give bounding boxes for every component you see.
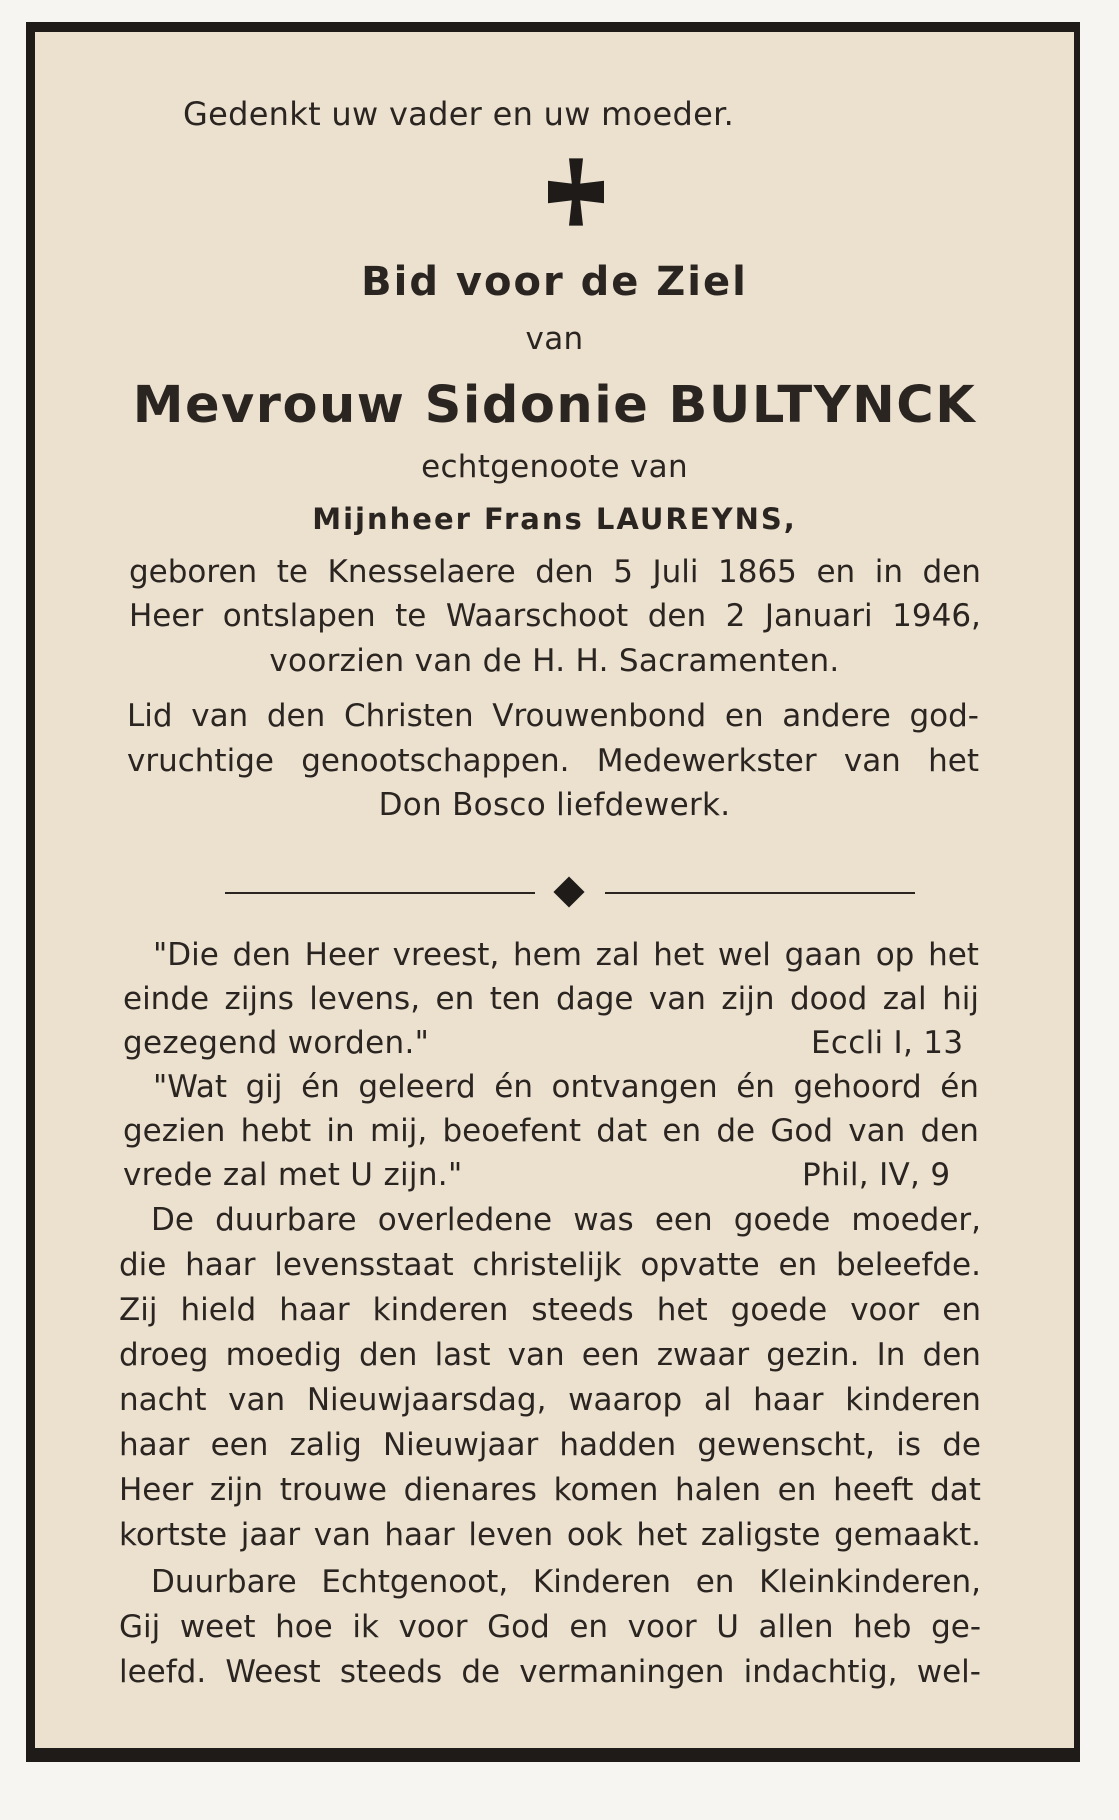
word: haar — [279, 1292, 350, 1328]
word: den — [535, 554, 594, 590]
word: last — [434, 1337, 491, 1373]
word: een — [581, 1337, 640, 1373]
word: haar — [384, 1517, 455, 1553]
word: én — [940, 1069, 979, 1105]
word: hield — [180, 1292, 257, 1328]
word: wel- — [916, 1654, 981, 1690]
word: Heer — [129, 598, 204, 634]
quote-line: gezegend worden." — [123, 1025, 430, 1061]
word: Heer — [119, 1472, 194, 1508]
word: zijn — [209, 1472, 264, 1508]
word: Zij — [119, 1292, 158, 1328]
word: een — [654, 1202, 713, 1238]
diamond-icon — [553, 876, 584, 907]
word: weet — [179, 1609, 256, 1645]
word: andere — [782, 698, 891, 734]
word: genootschappen. — [301, 743, 570, 779]
word: Christen — [343, 698, 474, 734]
tribute-line — [119, 1382, 981, 1418]
word: van — [648, 981, 706, 1017]
quote-reference: Phil, IV, 9 — [802, 1157, 951, 1193]
word: moedig — [225, 1337, 342, 1373]
word: in — [874, 554, 903, 590]
word: wel — [717, 937, 771, 973]
word: het — [928, 743, 979, 779]
word: is — [896, 1427, 921, 1463]
word: het — [928, 937, 979, 973]
word: in — [326, 1113, 355, 1149]
deceased-name: Mevrouw Sidonie BULTYNCK — [132, 376, 977, 435]
word: beleefde. — [835, 1247, 981, 1283]
prayer-heading: Bid voor de Ziel — [361, 259, 748, 305]
word: christelijk — [472, 1247, 622, 1283]
word: leven — [468, 1517, 554, 1553]
word: den — [920, 1113, 979, 1149]
word: hebt — [240, 1113, 312, 1149]
word: voor — [850, 1292, 920, 1328]
word: en — [816, 554, 856, 590]
word: U — [716, 1609, 739, 1645]
word: gezin. — [766, 1337, 860, 1373]
divider-rule-left — [225, 892, 535, 894]
tribute-line — [119, 1337, 981, 1373]
word: van — [507, 1337, 565, 1373]
word: Juli — [652, 554, 699, 590]
word: steeds — [531, 1292, 634, 1328]
word: ik — [352, 1609, 379, 1645]
word: te — [395, 598, 427, 634]
word: én — [494, 1069, 533, 1105]
word: gij — [245, 1069, 283, 1105]
word: zal — [595, 937, 640, 973]
word: al — [703, 1382, 732, 1418]
word: van — [313, 1517, 371, 1553]
word: de — [461, 1654, 501, 1690]
word: van — [848, 1113, 906, 1149]
word: het — [636, 1517, 688, 1553]
word: overledene — [377, 1202, 553, 1238]
farewell-line — [119, 1654, 981, 1690]
word: dood — [789, 981, 868, 1017]
word: Duurbare — [151, 1564, 297, 1600]
ornamental-divider — [225, 879, 915, 907]
word: gewenscht, — [697, 1427, 876, 1463]
word: "Die — [153, 937, 219, 973]
word: den — [359, 1337, 418, 1373]
bio-line — [129, 598, 981, 634]
word: 5 — [613, 554, 633, 590]
word: god- — [909, 698, 979, 734]
word: droeg — [119, 1337, 209, 1373]
word: jaar — [240, 1517, 301, 1553]
word: Nieuwjaar — [382, 1427, 539, 1463]
word: geboren — [129, 554, 258, 590]
word: In — [876, 1337, 906, 1373]
word: kinderen — [372, 1292, 509, 1328]
word: Lid — [127, 698, 173, 734]
word: ontslapen — [222, 598, 376, 634]
word: halen — [675, 1472, 761, 1508]
quote-line: vrede zal met U zijn." — [123, 1157, 463, 1193]
word: van — [228, 1382, 286, 1418]
word: God — [487, 1609, 550, 1645]
word: van — [191, 698, 249, 734]
word: den — [647, 598, 707, 634]
word: levens, — [309, 981, 421, 1017]
word: die — [119, 1247, 167, 1283]
motto: Gedenkt uw vader en uw moeder. — [183, 95, 735, 133]
word: op — [875, 937, 915, 973]
word: gezien — [123, 1113, 226, 1149]
word: leefd. — [119, 1654, 207, 1690]
word: geleerd — [358, 1069, 476, 1105]
word: komen — [553, 1472, 659, 1508]
cross-pattee-icon — [541, 157, 611, 227]
tribute-line — [119, 1517, 981, 1553]
word: 2 — [725, 598, 746, 634]
word: vruchtige — [127, 743, 274, 779]
tribute-line — [119, 1472, 981, 1508]
word: en — [435, 981, 475, 1017]
word: Nieuwjaarsdag, — [306, 1382, 547, 1418]
word: haar — [753, 1382, 824, 1418]
word: zal — [882, 981, 927, 1017]
word: Weest — [225, 1654, 321, 1690]
word: én — [301, 1069, 340, 1105]
word: zalig — [289, 1427, 362, 1463]
word: Kinderen — [532, 1564, 672, 1600]
word: Echtgenoot, — [321, 1564, 509, 1600]
word: 1865 — [718, 554, 797, 590]
word: vermaningen — [519, 1654, 725, 1690]
word: het — [656, 1292, 708, 1328]
word: mij, — [369, 1113, 428, 1149]
word: en — [695, 1564, 735, 1600]
word: ook — [566, 1517, 623, 1553]
word: moeder, — [851, 1202, 981, 1238]
word: einde — [123, 981, 210, 1017]
word: ge- — [931, 1609, 981, 1645]
word: haar — [185, 1247, 256, 1283]
farewell-line — [119, 1609, 981, 1645]
word: het — [653, 937, 705, 973]
word: 1946, — [892, 598, 981, 634]
word: én — [736, 1069, 775, 1105]
membership-line — [127, 743, 979, 779]
word: goede — [733, 1202, 831, 1238]
word: Heer — [304, 937, 379, 973]
word: trouwe — [279, 1472, 387, 1508]
word: ten — [489, 981, 541, 1017]
word: den — [266, 698, 326, 734]
word: voor — [627, 1609, 697, 1645]
word: goede — [730, 1292, 828, 1328]
word: Vrouwenbond — [492, 698, 707, 734]
word: de — [942, 1427, 981, 1463]
word: Waarschoot — [445, 598, 629, 634]
spouse-name: Mijnheer Frans LAUREYNS, — [312, 502, 797, 536]
word: Januari — [764, 598, 873, 634]
bio-line — [129, 554, 981, 590]
word: haar — [119, 1427, 190, 1463]
word: allen — [758, 1609, 834, 1645]
quote-line — [153, 937, 979, 973]
tribute-line — [119, 1427, 981, 1463]
word: zaligste — [700, 1517, 821, 1553]
word: was — [573, 1202, 634, 1238]
word: dat — [596, 1113, 648, 1149]
word: zijn — [721, 981, 775, 1017]
word: en — [777, 1472, 817, 1508]
spouse-relation: echtgenoote van — [421, 449, 688, 485]
word: te — [276, 554, 308, 590]
word: gehoord — [793, 1069, 922, 1105]
word: hij — [942, 981, 979, 1017]
word: een — [210, 1427, 269, 1463]
word: Medewerkster — [596, 743, 817, 779]
word: dage — [556, 981, 634, 1017]
word: indachtig, — [743, 1654, 898, 1690]
bio-line: voorzien van de H. H. Sacramenten. — [269, 643, 840, 679]
word: nacht — [119, 1382, 207, 1418]
word: opvatte — [640, 1247, 760, 1283]
quote-reference: Eccli I, 13 — [811, 1025, 964, 1061]
word: zijns — [224, 981, 294, 1017]
word: steeds — [339, 1654, 443, 1690]
word: hem — [513, 937, 582, 973]
word: den — [232, 937, 291, 973]
quote-line — [123, 1113, 979, 1149]
quote-line — [123, 981, 979, 1017]
word: kortste — [119, 1517, 228, 1553]
word: heb — [853, 1609, 912, 1645]
word: Kleinkinderen, — [759, 1564, 981, 1600]
word: gemaakt. — [834, 1517, 981, 1553]
word: Knesselaere — [327, 554, 516, 590]
word: dat — [930, 1472, 981, 1508]
word: God — [770, 1113, 834, 1149]
membership-line: Don Bosco liefdewerk. — [378, 787, 731, 823]
tribute-line — [151, 1202, 981, 1238]
word: den — [922, 1337, 981, 1373]
memorial-card — [26, 22, 1080, 1762]
tribute-line — [119, 1292, 981, 1328]
word: dienares — [403, 1472, 537, 1508]
word: heeft — [833, 1472, 914, 1508]
word: ontvangen — [551, 1069, 718, 1105]
membership-line — [127, 698, 979, 734]
word: van — [843, 743, 901, 779]
word: en — [942, 1292, 981, 1328]
farewell-line — [151, 1564, 981, 1600]
word: De — [151, 1202, 194, 1238]
word: de — [716, 1113, 756, 1149]
word: en — [569, 1609, 609, 1645]
tribute-line — [119, 1247, 981, 1283]
word: gaan — [784, 937, 862, 973]
word: en — [778, 1247, 818, 1283]
word: den — [922, 554, 981, 590]
word: waarop — [568, 1382, 683, 1418]
word: en — [662, 1113, 702, 1149]
van-text: van — [525, 321, 584, 357]
word: vreest, — [392, 937, 500, 973]
word: en — [724, 698, 764, 734]
word: beoefent — [442, 1113, 582, 1149]
word: Gij — [119, 1609, 161, 1645]
word: kinderen — [845, 1382, 981, 1418]
word: duurbare — [215, 1202, 357, 1238]
word: voor — [398, 1609, 468, 1645]
word: hadden — [559, 1427, 677, 1463]
word: levensstaat — [274, 1247, 454, 1283]
word: hoe — [275, 1609, 333, 1645]
word: zwaar — [656, 1337, 750, 1373]
word: "Wat — [153, 1069, 228, 1105]
divider-rule-right — [605, 892, 915, 894]
quote-line — [153, 1069, 979, 1105]
